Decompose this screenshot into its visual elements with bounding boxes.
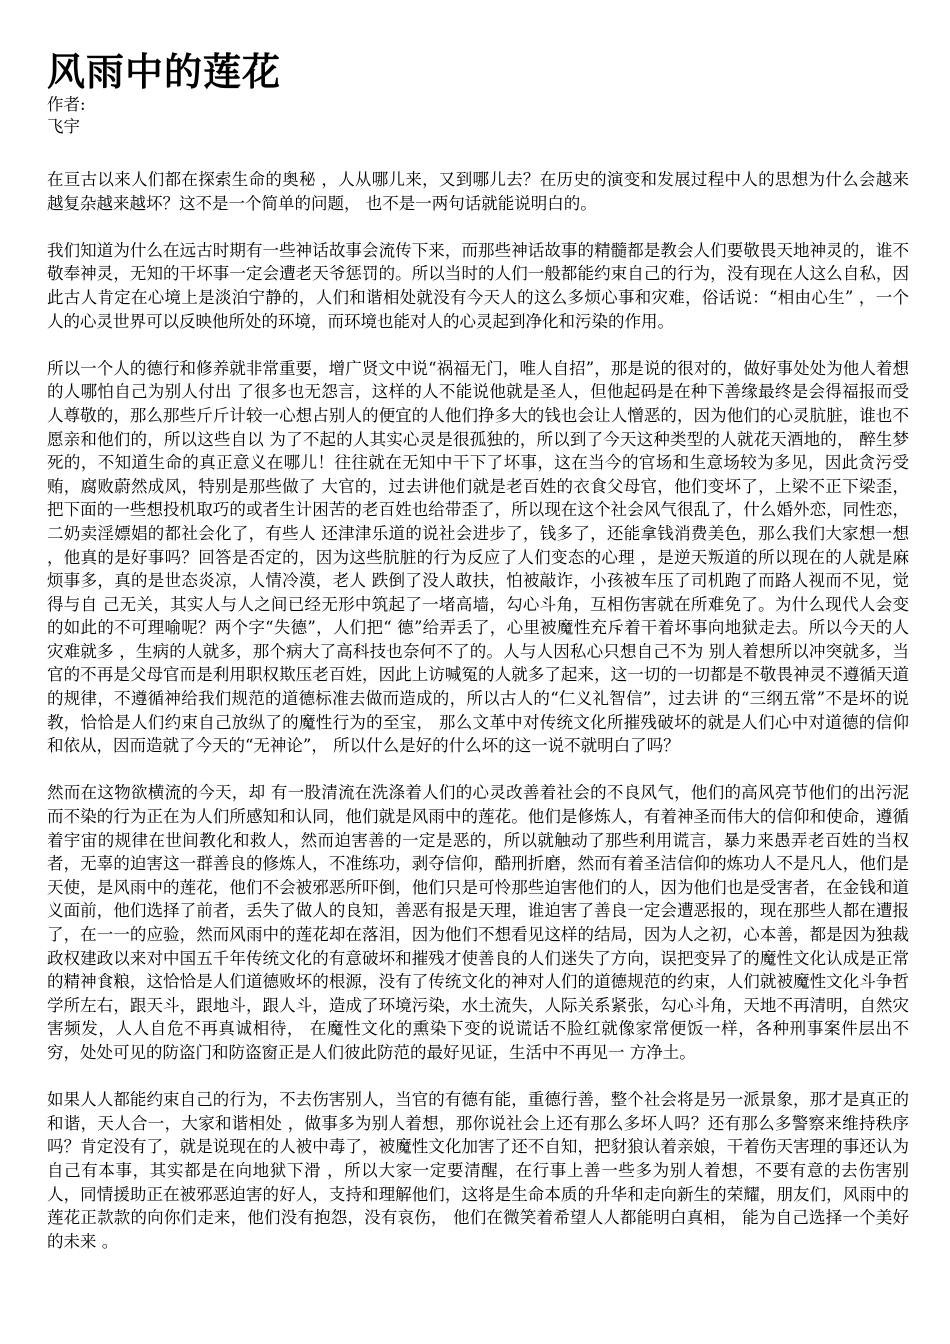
paragraph: 在亘古以来人们都在探索生命的奥秘 ，人从哪儿来，又到哪儿去？在历史的演变和发展过程中人的思想为什么会越来越复杂越来越坏？这不是一个简单的问题， 也不是一两句话就能说明白的。 [47,170,909,213]
paragraph: 所以一个人的德行和修养就非常重要，增广贤文中说“祸福无门，唯人自招”，那是说的很对的，做好事处处为他人着想的人哪怕自己为别人付出 了很多也无怨言，这样的人不能说他就是圣人，但他起码是在种下善缘最终是会得福报而受人尊敬的，那么那些斤斤计较一心想占别人的便宜的人他们挣多大的钱也会让人憎恶的，因为他们的心灵肮脏，谁也不愿亲和他们的，所以这些自以 为了不起的人其实心灵是很孤独的，所以到了今天这种类型的人就花天酒地的， 醉生梦死的，不知道生命的真正意义在哪儿！往往就在无知中干下了坏事，这在当今的官场和生意场较为多见，因此贪污受贿，腐败蔚然成风，特别是那些做了 大官的，过去讲他们就是老百姓的衣食父母官，他们变坏了，上梁不正下梁歪， 把下面的一些想投机取巧的或者生计困苦的老百姓也给带歪了，所以现在这个社会风气很乱了，什么婚外恋，同性恋，二奶卖淫嫖娼的都社会化了，有些人 还津津乐道的说社会进步了，钱多了，还能拿钱消费美色，那么我们大家想一想 ，他真的是好事吗？回答是否定的，因为这些肮脏的行为反应了人们变态的心理 ，是逆天叛道的所以现在的人就是麻烦事多，真的是世态炎凉，人情冷漠，老人 跌倒了没人敢扶，怕被敲诈，小孩被车压了司机跑了而路人视而不见，觉得与自 己无关，其实人与人之间已经无形中筑起了一堵高墙，勾心斗角，互相伤害就在所难免了。为什么现代人会变的如此的不可理喻呢？两个字“失德”，人们把“ 德”给弄丢了，心里被魔性充斥着干着坏事向地狱走去。所以今天的人灾难就多 ，生病的人就多，那个病大了高科技也奈何不了的。人与人因私心只想自己不为 别人着想所以冲突就多，当官的不再是父母官而是利用职权欺压老百姓，因此上访喊冤的人就多了起来，这一切的一切都是不敬畏神灵不遵循天道的规律，不遵循神给我们规范的道德标准去做而造成的，所以古人的“仁义礼智信”，过去讲 的“三纲五常”不是坏的说教，恰恰是人们约束自己放纵了的魔性行为的至宝， 那么文革中对传统文化所摧残破坏的就是人们心中对道德的信仰和依从，因而造就了今天的“无神论”， 所以什么是好的什么坏的这一说不就明白了吗？ [47,358,909,756]
paragraph: 如果人人都能约束自己的行为，不去伤害别人，当官的有德有能，重德行善，整个社会将是另一派景象，那才是真正的和谐，天人合一，大家和谐相处 ，做事多为别人着想，那你说社会上还有那么多坏人吗？还有那么多警察来维持秩序吗？肯定没有了，就是说现在的人被中毒了，被魔性文化加害了还不自知，把豺狼认着亲娘，干着伤天害理的事还认为自己有本事，其实都是在向地狱下滑 ，所以大家一定要清醒，在行事上善一些多为别人着想，不要有意的去伤害别人，同情援助正在被邪恶迫害的好人，支持和理解他们，这将是生命本质的升华和走向新生的荣耀，朋友们，风雨中的莲花正款款的向你们走来，他们没有抱怨，没有哀伤， 他们在微笑着希望人人都能明白真相， 能为自己选择一个美好的未来 。 [47,1090,909,1251]
article-body [47,168,909,1253]
paragraph: 我们知道为什么在远古时期有一些神话故事会流传下来，而那些神话故事的精髓都是教会人们要敬畏天地神灵的，谁不敬奉神灵，无知的干坏事一定会遭老天爷惩罚的。所以当时的人们一般都能约束自己的行为，没有现在人这么自私，因此古人肯定在心境上是淡泊宁静的，人们和谐相处就没有今天人的这么多烦心事和灾难，俗话说：“相由心生” ，一个人的心灵世界可以反映他所处的环境，而环境也能对人的心灵起到净化和污染的作用。 [47,240,909,331]
author-name: 飞宇 [47,117,80,136]
paragraph: 然而在这物欲横流的今天，却 有一股清流在洗涤着人们的心灵改善着社会的不良风气，他们的高风亮节他们的出污泥而不染的行为正在为人们所感知和认同，他们就是风雨中的莲花。他们是修炼人，有着神圣而伟大的信仰和使命，遵循着宇宙的规律在世间教化和救人，然而迫害善的一定是恶的，所以就触动了那些利用谎言，暴力来愚弄老百姓的当权者，无辜的迫害这一群善良的修炼人，不准练功，剥夺信仰，酷刑折磨，然而有着圣洁信仰的炼功人不是凡人，他们是天使，是风雨中的莲花，他们不会被邪恶所吓倒，他们只是可怜那些迫害他们的人，因为他们也是受害者，在金钱和道义面前，他们选择了前者，丢失了做人的良知，善恶有报是天理，谁迫害了善良一定会遭恶报的，现在那些人都在遭报了，在一一的应验，然而风雨中的莲花却在落泪，因为他们不想看见这样的结局，因为人之初，心本善，都是因为独裁政权建政以来对中国五千年传统文化的有意破坏和摧残才使善良的人们迷失了方向，误把变异了的魔性文化认成是正常的精神食粮，这恰恰是人们道德败坏的根源，没有了传统文化的神对人们的道德规范的约束，人们就被魔性文化斗争哲学所左右，跟天斗，跟地斗，跟人斗，造成了环境污染，水土流失，人际关系紧张，勾心斗角，天地不再清明，自然灾害频发，人人自危不再真诚相待， 在魔性文化的熏染下变的说谎话不脸红就像家常便饭一样，各种刑事案件层出不穷，处处可见的防盗门和防盗窗正是人们彼此防范的最好见证，生活中不再见一 方净土。 [47,783,909,1062]
document-page [47,50,909,1277]
document-title: 风雨中的莲花 [47,50,282,94]
author-label: 作者: [47,95,86,114]
